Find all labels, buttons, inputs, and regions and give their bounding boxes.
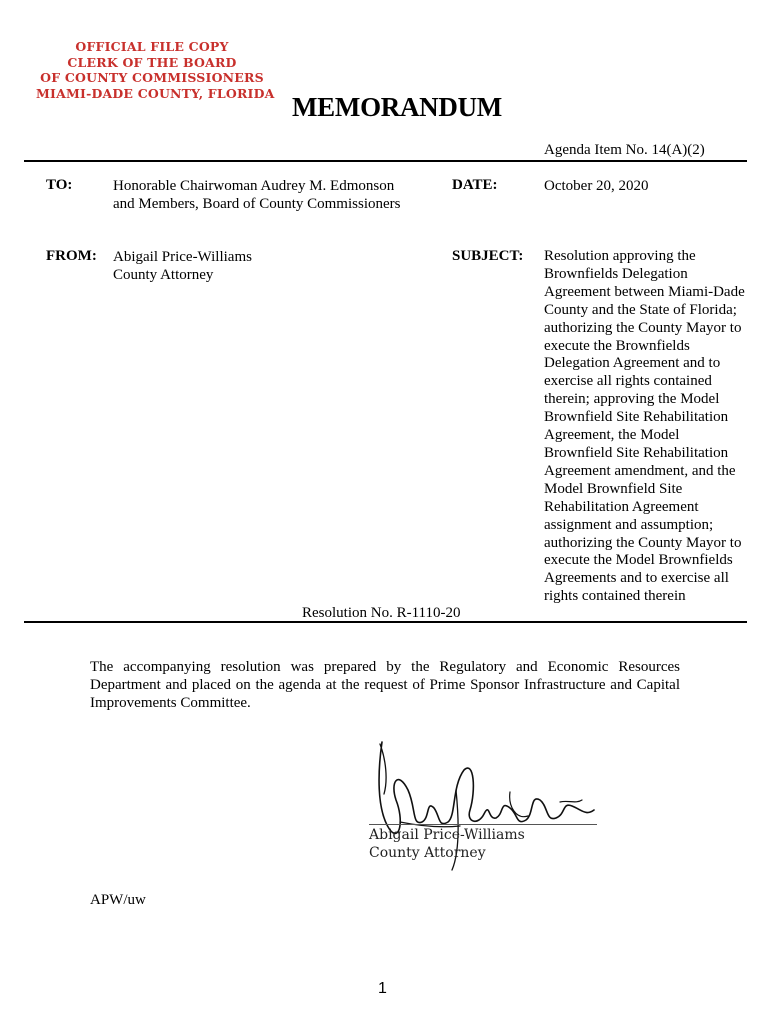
to-line: Honorable Chairwoman Audrey M. Edmonson xyxy=(113,178,395,194)
stamp-line: MIAMI-DADE COUNTY, FLORIDA xyxy=(36,85,275,101)
date-value: October 20, 2020 xyxy=(544,178,649,194)
from-line: Abigail Price-Williams xyxy=(113,249,252,265)
from-label: FROM: xyxy=(46,248,97,264)
stamp-line: OF COUNTY COMMISSIONERS xyxy=(40,70,264,85)
from-line: County Attorney xyxy=(113,267,214,283)
memo-title: MEMORANDUM xyxy=(292,92,502,122)
official-file-copy-stamp xyxy=(36,39,275,101)
date-label: DATE: xyxy=(452,177,498,193)
typist-initials: APW/uw xyxy=(90,892,146,908)
to-recipients xyxy=(113,177,400,213)
memo-body: The accompanying resolution was prepared by the Regulatory and Economic Resources Department and placed on the agenda at the request of Prime Sponsor Infrastructure and Capital Improvements Committee. xyxy=(90,659,680,711)
page-number: 1 xyxy=(378,980,387,997)
subject-label: SUBJECT: xyxy=(452,248,524,264)
signer-name: Abigail Price-Williams xyxy=(369,827,525,843)
agenda-item-number: Agenda Item No. 14(A)(2) xyxy=(544,142,705,158)
signature-block xyxy=(369,826,525,862)
subject-divider xyxy=(24,621,747,623)
stamp-line: CLERK OF THE BOARD xyxy=(67,54,237,70)
to-label: TO: xyxy=(46,177,73,193)
stamp-line: OFFICIAL FILE COPY xyxy=(75,39,229,54)
signer-title: County Attorney xyxy=(369,845,486,861)
to-line: and Members, Board of County Commissioners xyxy=(113,196,401,212)
resolution-number: Resolution No. R-1110-20 xyxy=(302,605,461,621)
subject-text: Resolution approving the Brownfields Delegation Agreement between Miami-Dade County and the State of Florida; authorizing the County Mayor to execute the Brownfields Delegation Agreement and to exercise all rights contained therein; approving the Model Brownfield Site Rehabilitation Agreement, the Model Brownfield Site Rehabilitation Agreement amendment, and the Model Brownfield Site Rehabilitation Agreement assignment and assumption; authorizing the County Mayor to execute the Model Brownfields Agreements and to exercise all rights contained therein xyxy=(544,248,745,605)
signature-line xyxy=(369,824,597,825)
header-divider xyxy=(24,160,747,162)
from-sender xyxy=(113,248,252,284)
